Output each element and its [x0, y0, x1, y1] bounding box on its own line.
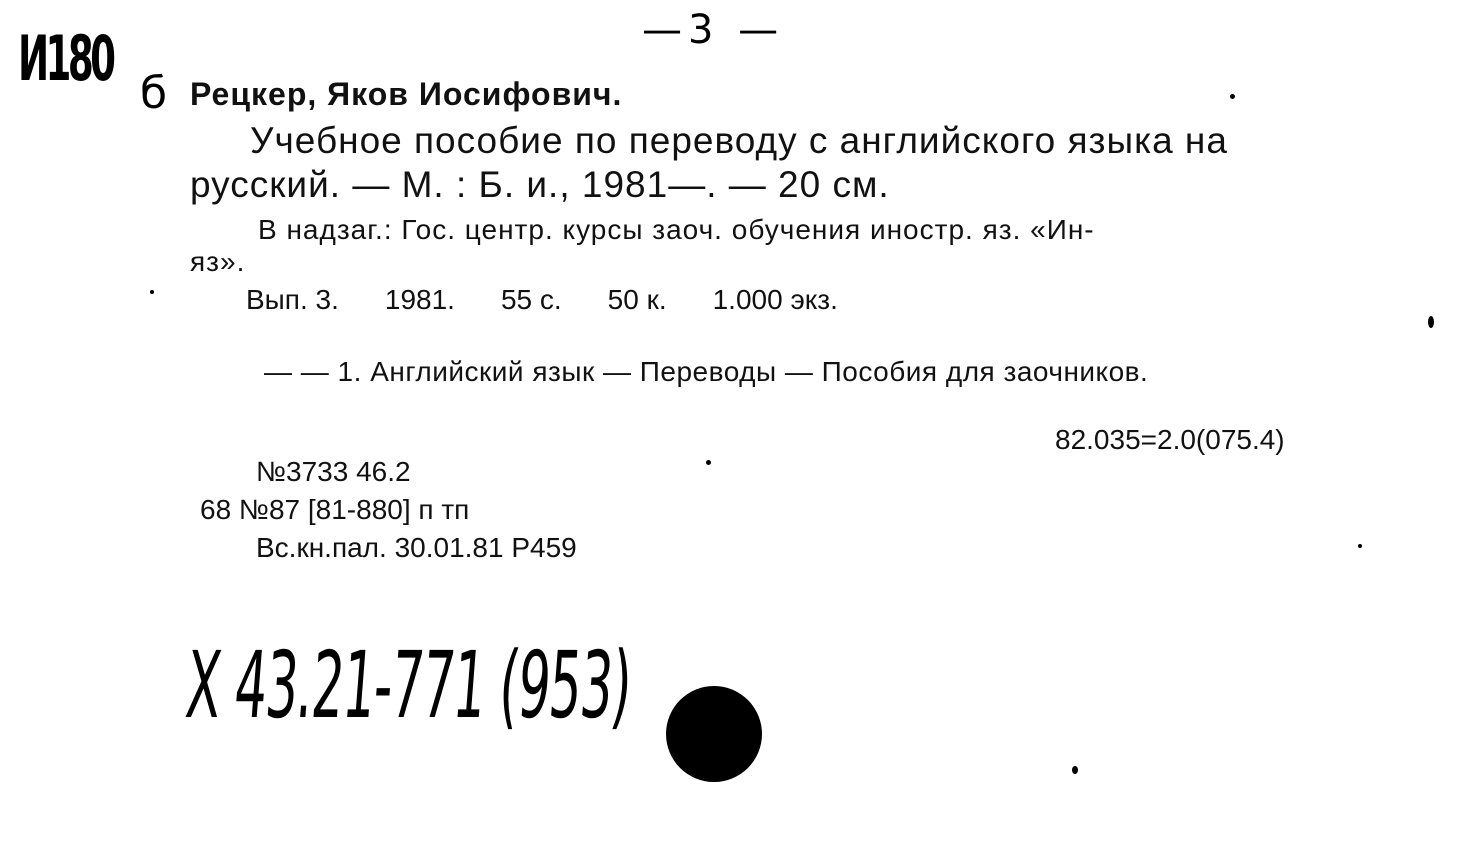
registry-line-2: 68 №87 [81-880] п тп [200, 494, 470, 525]
ink-speck [150, 290, 154, 294]
ink-speck [706, 460, 711, 465]
ink-speck [1230, 94, 1235, 99]
shelf-mark-sub: б [140, 68, 168, 119]
title-line-2: русский. — М. : Б. и., 1981—. — 20 см. [190, 164, 890, 205]
subject-heading: — — 1. Английский язык — Переводы — Пособия для заочников. [264, 356, 1149, 387]
shelf-mark: И180 [18, 22, 113, 95]
ink-speck [1358, 544, 1362, 548]
handwritten-call-number: Х 43.21-771 (953) [182, 632, 635, 739]
title-line-1: Учебное пособие по переводу с английского языка на [250, 120, 1228, 161]
classification-code: 82.035=2.0(075.4) [1055, 424, 1285, 455]
issue-year: 1981. [384, 284, 455, 315]
issue-line [246, 286, 884, 314]
issue-pages: 55 с. [500, 284, 562, 315]
page-number: —3 — [642, 7, 785, 53]
punch-hole [666, 686, 762, 782]
note-line-2: яз». [190, 246, 246, 277]
issue-price: 50 к. [607, 284, 667, 315]
issue-volume: Вып. 3. [246, 284, 339, 315]
ink-speck [1072, 766, 1078, 774]
ink-speck [1428, 316, 1434, 328]
registry-line-3: Вс.кн.пал. 30.01.81 Р459 [256, 532, 577, 563]
registry-line-1: №3733 46.2 [256, 456, 411, 487]
issue-copies: 1.000 экз. [712, 284, 838, 315]
author-heading: Рецкер, Яков Иосифович. [190, 76, 623, 112]
note-line-1: В надзаг.: Гос. центр. курсы заоч. обучения иностр. яз. «Ин- [258, 214, 1095, 245]
